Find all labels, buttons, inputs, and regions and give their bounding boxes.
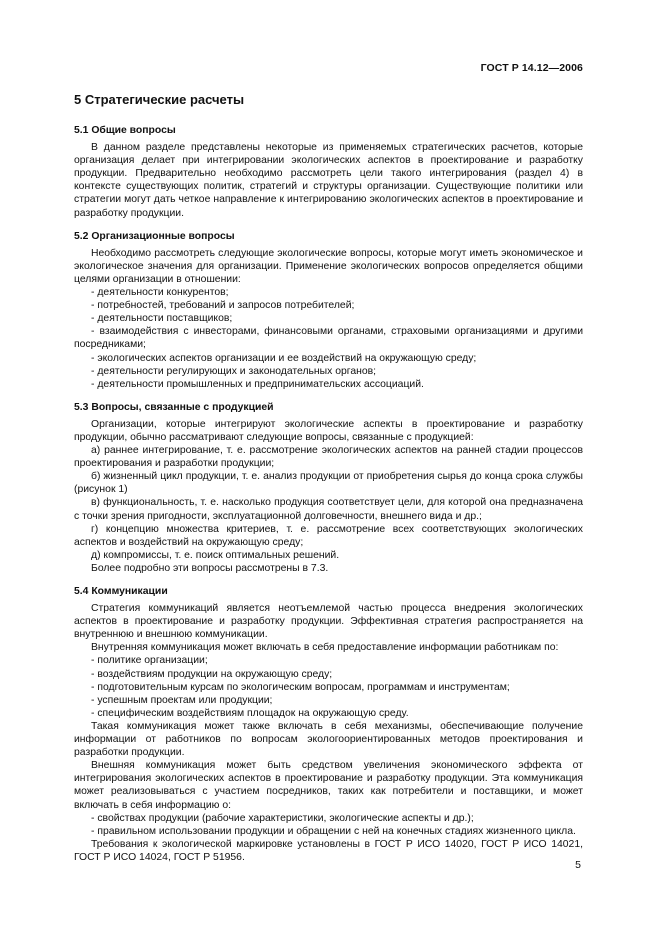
paragraph: Необходимо рассмотреть следующие экологические вопросы, которые могут иметь экономическое и экологическое значения для организации. Применение экологических вопросов определяется общими целями организации в отношении: — [74, 247, 583, 285]
paragraph: Более подробно эти вопросы рассмотрены в 7.3. — [91, 562, 329, 574]
list-item: - правильном использовании продукции и обращении с ней на конечных стадиях жизненного цикла. — [91, 825, 576, 837]
document-code: ГОСТ Р 14.12—2006 — [480, 62, 583, 74]
list-item: д) компромиссы, т. е. поиск оптимальных решений. — [91, 549, 340, 561]
paragraph: Внешняя коммуникация может быть средством увеличения экономического эффекта от интегрирования экологических аспектов в проектирование и разработку продукции. Эта коммуникация может реализовываться с участием посредников, таких как потребители и поставщики, и может включать в себя информацию о: — [74, 760, 583, 811]
section-title: 5 Стратегические расчеты — [74, 92, 245, 107]
list-item: - успешным проектам или продукции; — [91, 694, 273, 706]
subsection-5-3-title: 5.3 Вопросы, связанные с продукцией — [74, 401, 274, 413]
list-item: - взаимодействия с инвесторами, финансовыми органами, страховыми организациями и другими посредниками; — [74, 326, 583, 351]
list-item: г) концепцию множества критериев, т. е. рассмотрение всех соответствующих экологических аспектов и воздействий на окружающую среду; — [74, 523, 583, 548]
paragraph: Внутренняя коммуникация может включать в себя предоставление информации работникам по: — [91, 642, 559, 654]
list-item: - деятельности регулирующих и законодательных органов; — [91, 365, 377, 377]
subsection-5-4-title: 5.4 Коммуникации — [74, 586, 168, 597]
paragraph: Стратегия коммуникаций является неотъемлемой частью процесса внедрения экологических аспектов в проектирование и разработку продукции. Эффективная стратегия распространяется на внутреннюю и внешнюю коммуникации. — [74, 603, 583, 641]
list-item: - потребностей, требований и запросов потребителей; — [91, 300, 355, 312]
list-item: - специфическим воздействиям площадок на окружающую среду. — [91, 707, 409, 719]
paragraph: Требования к экологической маркировке установлены в ГОСТ Р ИСО 14020, ГОСТ Р ИСО 14021, ГОСТ Р ИСО 14024, ГОСТ Р 51956. — [74, 838, 583, 863]
page-content — [74, 92, 583, 864]
list-item: б) жизненный цикл продукции, т. е. анализ продукции от приобретения сырья до конца срока службы (рисунок 1) — [74, 471, 583, 496]
list-item: - свойствах продукции (рабочие характеристики, экологические аспекты и др.); — [91, 812, 474, 824]
paragraph: Организации, которые интегрируют экологические аспекты в проектирование и разработку продукции, обычно рассматривают следующие вопросы, связанные с продукцией: — [74, 418, 583, 443]
list-item: - деятельности поставщиков; — [91, 313, 233, 325]
list-item: - экологических аспектов организации и ее воздействий на окружающую среду; — [91, 352, 477, 364]
list-item: - деятельности промышленных и предпринимательских ассоциаций. — [91, 378, 424, 390]
paragraph: Такая коммуникация может также включать в себя механизмы, обеспечивающие получение информации от работников по вопросам экологоориентированных методов проектирования и разработки продукции. — [74, 720, 583, 759]
list-item: - воздействиям продукции на окружающую среду; — [91, 668, 333, 680]
subsection-5-2-title: 5.2 Организационные вопросы — [74, 230, 235, 242]
list-item: - политике организации; — [91, 655, 208, 667]
list-item: в) функциональность, т. е. насколько продукция соответствует цели, для которой она предназначена с точки зрения пригодности, эксплуатационной долговечности, внешнего вида и др.; — [74, 497, 583, 522]
list-item: а) раннее интегрирование, т. е. рассмотрение экологических аспектов на ранней стадии процессов проектирования и разработки продукции; — [74, 445, 583, 470]
list-item: - подготовительным курсам по экологическим вопросам, программам и инструментам; — [91, 681, 510, 693]
paragraph: В данном разделе представлены некоторые из применяемых стратегических расчетов, которые организация делает при интегрировании экологических аспектов в проектирование и разработку продукции. Предварительно необходимо рассмотреть цели такого интегрирования (раздел 4) в контексте существующих политик, стратегий и структуры организации. Существующие политики или стратегии могут дать четкое направление к интегрированию экологических аспектов в проектирование и разработку продукции. — [74, 142, 583, 219]
subsection-5-1-title: 5.1 Общие вопросы — [74, 125, 176, 136]
page-number: 5 — [575, 859, 581, 871]
list-item: - деятельности конкурентов; — [91, 287, 229, 299]
